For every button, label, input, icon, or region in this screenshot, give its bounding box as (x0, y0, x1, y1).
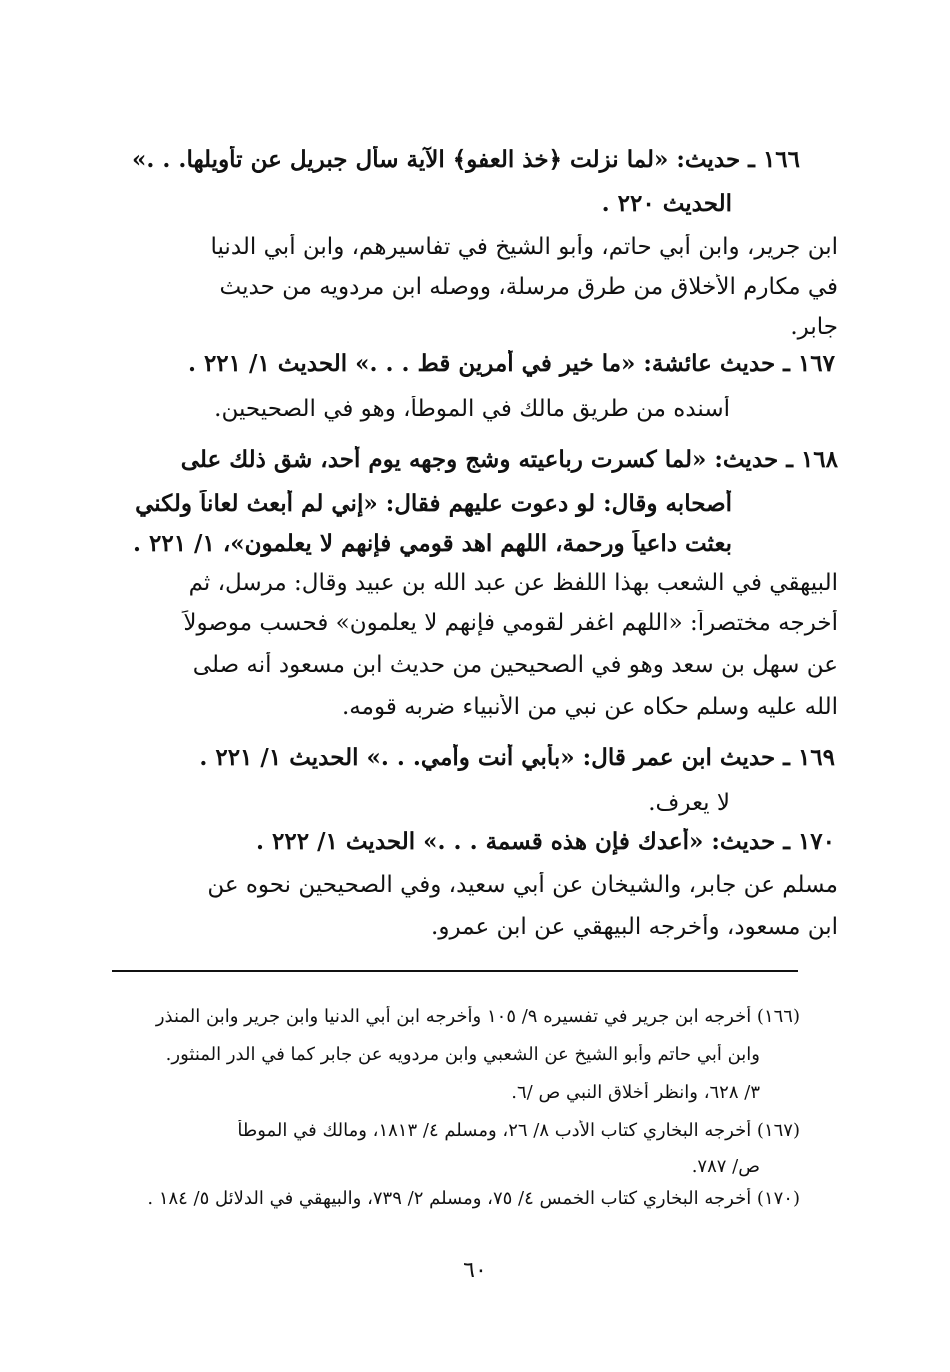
entry-168-head-line-2: أصحابه وقال: لو دعوت عليهم فقال: «إني لم أبعث لعاناً ولكني (135, 490, 732, 517)
entry-168-body-line-4: الله عليه وسلم حكاه عن نبي من الأنبياء ضربه قومه. (341, 694, 838, 720)
entry-166-head-line-2: الحديث ٢٢٠ . (601, 190, 732, 217)
entry-169-body: لا يعرف. (648, 790, 730, 816)
entry-168-head-line-3: بعثت داعياً ورحمة، اللهم اهد قومي فإنهم لا يعلمون»، ١/ ٢٢١ . (132, 530, 732, 557)
entry-167-body: أسنده من طريق مالك في الموطأ، وهو في الصحيحين. (214, 396, 730, 422)
footnote-166-line-3: ٣/ ٦٢٨، وانظر أخلاق النبي ص /٦. (511, 1082, 760, 1103)
entry-166-body-line-3: جابر. (790, 314, 838, 340)
footnote-166-line-2: وابن أبي حاتم وأبو الشيخ عن الشعبي وابن مردويه عن جابر كما في الدر المنثور. (165, 1044, 760, 1065)
entry-168-body-line-1: البيهقي في الشعب بهذا اللفظ عن عبد الله بن عبيد وقال: مرسل، ثم (188, 570, 838, 596)
entry-168-body-line-3: عن سهل بن سعد وهو في الصحيحين من حديث ابن مسعود أنه صلى (192, 652, 838, 678)
page-number: ٦٠ (463, 1258, 487, 1283)
entry-166-head-line-1: ١٦٦ ـ حديث: «لما نزلت ﴿خذ العفو﴾ الآية سأل جبريل عن تأويلها. . .» (132, 146, 800, 173)
entry-168-head-line-1: ١٦٨ ـ حديث: «لما كسرت رباعيته وشج وجهه يوم أحد، شق ذلك على (180, 446, 838, 473)
entry-167-head: ١٦٧ ـ حديث عائشة: «ما خير في أمرين قط . . .» الحديث ١/ ٢٢١ . (187, 350, 835, 377)
footnote-divider (112, 970, 798, 972)
footnote-167-line-2: ص/ ٧٨٧. (691, 1156, 760, 1177)
entry-168-body-line-2: أخرجه مختصراً: «اللهم اغفر لقومي فإنهم لا يعلمون» فحسب موصولاً (183, 610, 838, 636)
entry-169-head: ١٦٩ ـ حديث ابن عمر قال: «بأبي أنت وأمي. . .» الحديث ١/ ٢٢١ . (199, 744, 835, 771)
entry-170-body-line-1: مسلم عن جابر، والشيخان عن أبي سعيد، وفي الصحيحين نحوه عن (207, 872, 838, 898)
footnote-170-line-1: (١٧٠) أخرجه البخاري كتاب الخمس ٤/ ٧٥، ومسلم ٢/ ٧٣٩، والبيهقي في الدلائل ٥/ ١٨٤ . (147, 1188, 800, 1209)
footnote-167-line-1: (١٦٧) أخرجه البخاري كتاب الأدب ٨/ ٢٦، ومسلم ٤/ ١٨١٣، ومالك في الموطأ (237, 1120, 800, 1141)
entry-170-head: ١٧٠ ـ حديث: «أعدك فإن هذه قسمة . . .» الحديث ١/ ٢٢٢ . (255, 828, 835, 855)
entry-170-body-line-2: ابن مسعود، وأخرجه البيهقي عن ابن عمرو. (431, 914, 838, 940)
footnote-166-line-1: (١٦٦) أخرجه ابن جرير في تفسيره ٩/ ١٠٥ وأخرجه ابن أبي الدنيا وابن جرير وابن المنذر (155, 1006, 800, 1027)
entry-166-body-line-2: في مكارم الأخلاق من طرق مرسلة، ووصله ابن مردويه من حديث (219, 274, 838, 300)
entry-166-body-line-1: ابن جرير، وابن أبي حاتم، وأبو الشيخ في تفاسيرهم، وابن أبي الدنيا (210, 234, 838, 260)
